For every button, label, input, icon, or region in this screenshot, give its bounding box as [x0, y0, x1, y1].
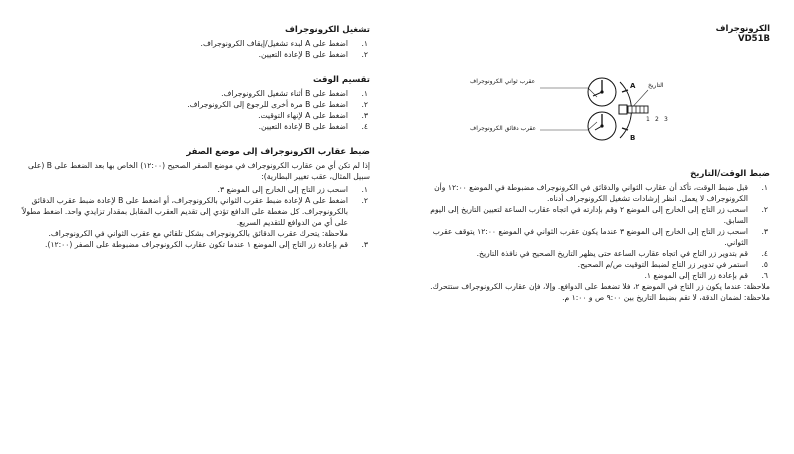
- crown-position-2: 2: [655, 116, 659, 123]
- list-item: ٤. قم بتدوير زر التاج في اتجاه عقارب الساعة حتى يظهر التاريخ الصحيح في نافذة التاريخ.: [476, 249, 768, 258]
- left-column: [20, 24, 370, 264]
- steps-list: [20, 184, 370, 250]
- section-title: تشغيل الكرونوجراف: [285, 25, 370, 35]
- chrono-operation-section: [20, 24, 370, 60]
- list-item: ٤. اضغط على B لإعادة التعيين.: [258, 122, 368, 131]
- watch-diagram: [470, 70, 700, 150]
- list-item: ٣. قم بإعادة زر التاج إلى الموضع ١ عندما تكون عقارب الكرونوجراف مضبوطة على الصفر (١٢:٠٠).: [45, 240, 368, 249]
- time-date-section: [430, 168, 770, 303]
- intro-text: إذا لم تكن أي من عقارب الكرونوجراف في موضع الصفر الصحيح (١٢:٠٠) الخاص بها بعد الضغط على B (على سبيل المثال، عقب تغيير البطارية):: [27, 161, 370, 181]
- list-item: ١. اضغط على A لبدء تشغيل/إيقاف الكرونوجراف.: [200, 39, 368, 48]
- seconds-hand-label: عقرب ثواني الكرونوجراف: [470, 78, 536, 85]
- zero-reset-section: [20, 146, 370, 250]
- section-title: ضبط الوقت/التاريخ: [690, 169, 770, 179]
- list-item: ٢. اسحب زر التاج إلى الخارج إلى الموضع ٢ وقم بإدارته في اتجاه عقارب الساعة لتعيين التاريخ إلى اليوم السابق.: [430, 205, 768, 225]
- steps-list: [20, 88, 370, 132]
- steps-list: [20, 38, 370, 60]
- list-item: ٦. قم بإعادة زر التاج إلى الموضع ١.: [644, 271, 768, 280]
- crown: [628, 106, 648, 113]
- button-a-label: A: [630, 82, 636, 90]
- note-text: ملاحظة: لضمان الدقة، لا تقم بضبط التاريخ بين ٩:٠٠ ص و ١:٠٠ م.: [562, 293, 770, 302]
- section-title: ضبط عقارب الكرونوجراف إلى موضع الصفر: [186, 147, 370, 157]
- date-window: [619, 105, 627, 114]
- note-text: ملاحظة: عندما يكون زر التاج في الموضع ٢، فلا تضغط على الدوافع. وإلا، فإن عقارب الكرونوجراف ستتحرك.: [430, 282, 770, 291]
- subdial-pin: [600, 90, 603, 93]
- list-item: ٢. اضغط على B مرة أخرى للرجوع إلى الكرونوجراف.: [187, 100, 368, 109]
- steps-list: [430, 182, 770, 281]
- list-item: ٥. استمر في تدوير زر التاج لضبط التوقيت ص/م الصحيح.: [577, 260, 768, 269]
- list-item: ١. اضغط على B أثناء تشغيل الكرونوجراف.: [221, 89, 368, 98]
- list-item: ٢. اضغط على B لإعادة التعيين.: [258, 50, 368, 59]
- list-item: ملاحظة: يتحرك عقرب الدقائق بالكرونوجراف بشكل تلقائي مع عقرب الثواني في الكرونوجراف.: [48, 229, 348, 238]
- list-item: ١. اسحب زر التاج إلى الخارج إلى الموضع ٣.: [217, 185, 368, 194]
- list-item: ٢. اضغط على A لإعادة ضبط عقرب الثواني بالكرونوجراف، أو اضغط على B لإعادة ضبط عقرب الدقائق بالكرونوجراف. كل ضغطة على الدافع تؤدي إلى تقديم العقرب المقابل بمقدار تزايدي واحد. اضغط مطولاً على أي من الدوافع للتقديم السريع.: [22, 196, 368, 227]
- crown-position-1: 1: [646, 116, 650, 123]
- crown-position-3: 3: [664, 116, 668, 123]
- button-b-label: B: [630, 134, 636, 142]
- list-item: ١. قبل ضبط الوقت، تأكد أن عقارب الثواني والدقائق في الكرونوجراف مضبوطة في الموضع ١٢:٠٠ وأن الكرونوجراف لا يعمل. انظر إرشادات تشغيل الكرونوجراف أدناه.: [434, 183, 768, 203]
- leader-line: [588, 88, 597, 97]
- minutes-hand-label: عقرب دقائق الكرونوجراف: [470, 125, 537, 132]
- list-item: ٣. اضغط على A لإنهاء التوقيت.: [258, 111, 368, 120]
- page-title: الكرونوجراف VD51B: [715, 24, 770, 44]
- subdial-pin: [600, 124, 603, 127]
- list-item: ٣. اسحب زر التاج إلى الخارج إلى الموضع ٣ عندما يكون عقرب الثواني في الموضع ١٢:٠٠ يتوقف عقرب الثواني.: [432, 227, 768, 247]
- leader-line: [588, 122, 597, 130]
- split-time-section: [20, 74, 370, 132]
- section-title: تقسيم الوقت: [312, 75, 370, 85]
- date-label: التاريخ: [648, 82, 664, 89]
